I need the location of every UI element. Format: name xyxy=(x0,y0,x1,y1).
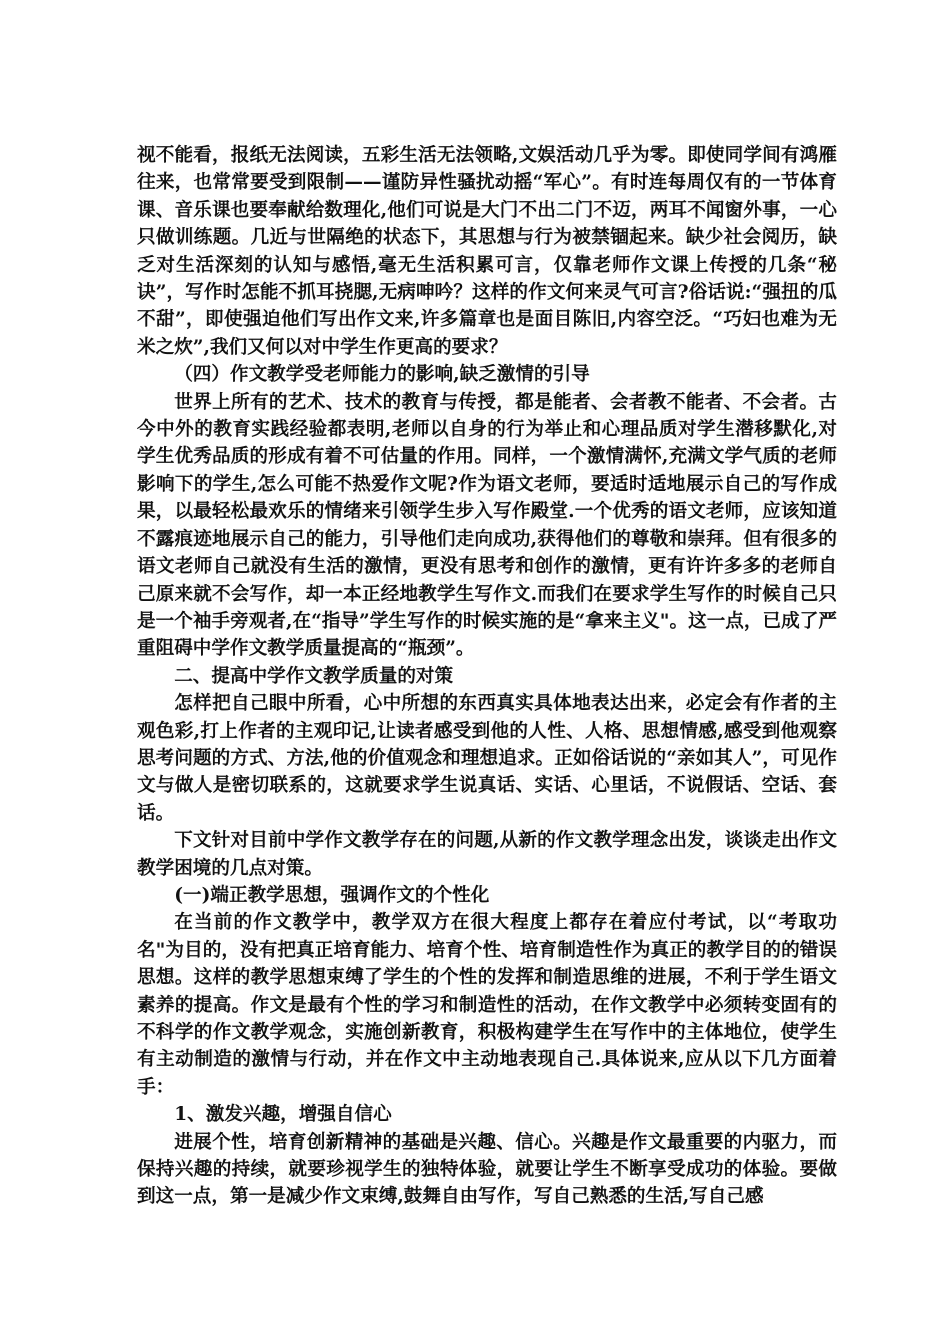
heading-subsection-1: 1、激发兴趣，增强自信心 xyxy=(174,1104,392,1126)
paragraph-1: 视不能看，报纸无法阅读，五彩生活无法领略,文娱活动几乎为零。即使同学间有鸿雁往来，也常常要受到限制——谨防异性骚扰动摇“军心”。有时连每周仅有的一节体育课、音乐课也要奉献给数理化,他们可说是大门不出二门不迈，两耳不闻窗外事，一心只做训练题。几近与世隔绝的状态下，其思想与行为被禁锢起来。缺少社会阅历，缺乏对生活深刻的认知与感悟,毫无生活积累可言，仅靠老师作文课上传授的几条“秘诀”，写作时怎能不抓耳挠腮,无病呻吟？这样的作文何来灵气可言?俗话说:“强扭的瓜不甜”，即使强迫他们写出作文来,许多篇章也是面目陈旧,内容空泛。“巧妇也难为无米之炊”,我们又何以对中学生作更高的要求？ xyxy=(137,145,837,358)
paragraph-2: 世界上所有的艺术、技术的教育与传授，都是能者、会者教不能者、不会者。古今中外的教育实践经验都表明,老师以自身的行为举止和心理品质对学生潜移默化,对学生优秀品质的形成有着不可估量的作用。同样，一个激情满怀,充满文学气质的老师影响下的学生,怎么可能不热爱作文呢?作为语文老师，要适时适地展示自己的写作成果，以最轻松最欢乐的情绪来引领学生步入写作殿堂.一个优秀的语文老师，应该知道不露痕迹地展示自己的能力，引导他们走向成功,获得他们的尊敬和崇拜。但有很多的语文老师自己就没有生活的激情，更没有思考和创作的激情，更有许许多多的老师自己原来就不会写作，却一本正经地教学生写作文.而我们在要求学生写作的时候自己只是一个袖手旁观者,在“指导”学生写作的时候实施的是“拿来主义"。这一点，已成了严重阻碍中学作文教学质量提高的“瓶颈”。 xyxy=(137,391,837,660)
paragraph-4: 下文针对目前中学作文教学存在的问题,从新的作文教学理念出发，谈谈走出作文教学困境的几点对策。 xyxy=(137,830,837,879)
paragraph-3: 怎样把自己眼中所看，心中所想的东西真实具体地表达出来，必定会有作者的主观色彩,打上作者的主观印记,让读者感受到他的人性、人格、思想情感,感受到他观察思考问题的方式、方法,他的价值观念和理想追求。正如俗话说的“亲如其人”，可见作文与做人是密切联系的，这就要求学生说真话、实话、心里话，不说假话、空话、套话。 xyxy=(137,693,837,824)
paragraph-6: 进展个性，培育创新精神的基础是兴趣、信心。兴趣是作文最重要的内驱力，而保持兴趣的持续，就要珍视学生的独特体验，就要让学生不断享受成功的体验。要做到这一点，第一是减少作文束缚,鼓舞自由写作，写自己熟悉的生活,写自己感 xyxy=(137,1131,837,1208)
heading-part-2: 二、提高中学作文教学质量的对策 xyxy=(174,665,454,687)
paragraph-5: 在当前的作文教学中，教学双方在很大程度上都存在着应付考试，以“考取功名"为目的，没有把真正培育能力、培育个性、培育制造性作为真正的教学目的的错误思想。这样的教学思想束缚了学生的个性的发挥和制造思维的进展，不利于学生语文素养的提高。作文是最有个性的学习和制造性的活动，在作文教学中必须转变固有的不科学的作文教学观念，实施创新教育，积极构建学生在写作中的主体地位，使学生有主动制造的激情与行动，并在作文中主动地表现自己.具体说来,应从以下几方面着手： xyxy=(137,912,837,1098)
heading-section-4: （四）作文教学受老师能力的影响,缺乏激情的引导 xyxy=(174,364,590,386)
document-body xyxy=(137,142,837,1211)
heading-section-1: (一)端正教学思想，强调作文的个性化 xyxy=(174,884,490,906)
